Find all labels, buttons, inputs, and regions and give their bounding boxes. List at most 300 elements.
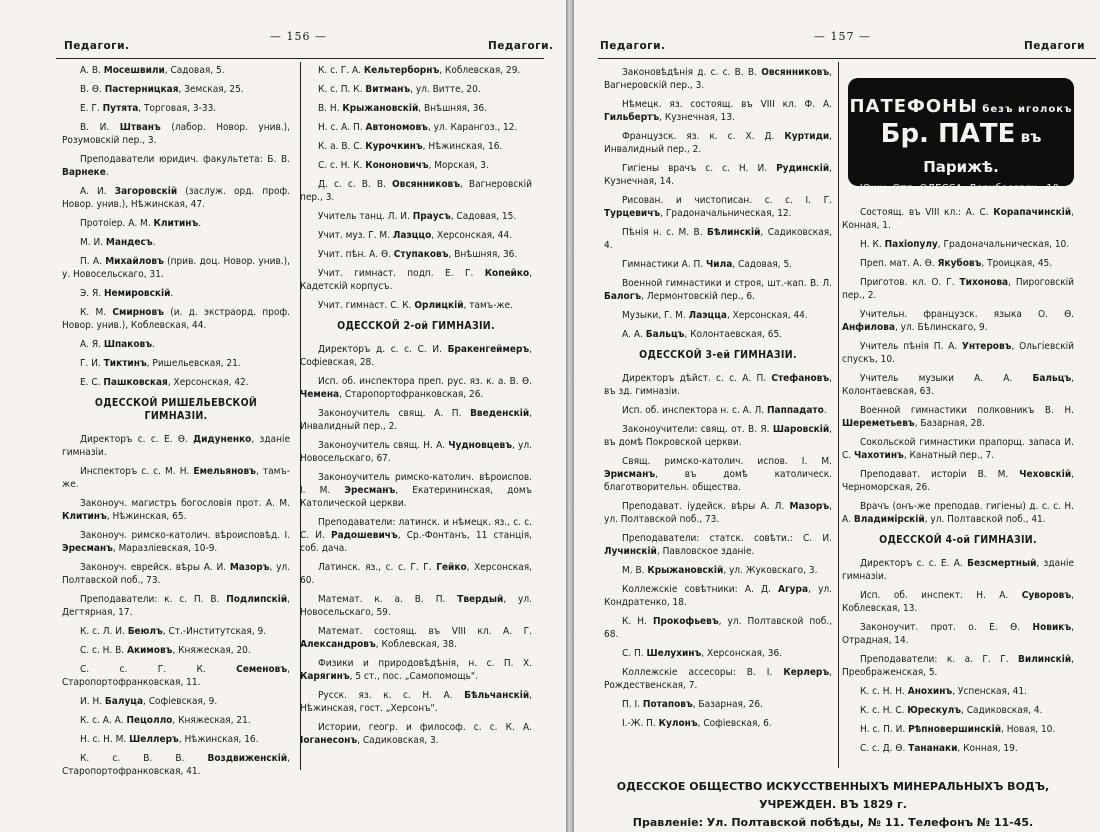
entry-prefix: Учит. гимнаст. С. К. — [318, 300, 415, 311]
entry-surname: Твердый — [457, 594, 504, 605]
directory-entry — [300, 689, 532, 715]
entry-surname: Варнеке — [62, 167, 106, 178]
entry-prefix: Математ. к. а. В. П. — [318, 594, 458, 605]
entry-prefix: А. В. — [80, 65, 104, 76]
entry-surname: Путята — [102, 103, 139, 114]
entry-prefix: Директоръ с. с. Е. А. — [860, 558, 968, 569]
entry-address: , зданіе гимназіи. — [842, 558, 1074, 582]
entry-prefix: Законоуч. римско-католич. вѣроисповѣд. І. — [80, 530, 290, 541]
entry-prefix: Приготов. кл. О. Г. — [860, 277, 960, 288]
entry-surname: Александровъ — [300, 639, 376, 650]
header-rule — [598, 58, 1096, 59]
entry-surname: Кельтерборнъ — [363, 65, 440, 76]
entry-surname: Стефановъ — [771, 373, 830, 384]
entry-address: , Лермонтовскій пер., 6. — [641, 291, 755, 302]
directory-entry — [300, 229, 532, 242]
directory-entry — [62, 695, 290, 708]
running-header-left: Педагоги. — [64, 40, 130, 52]
entry-prefix: Д. с. с. В. В. — [318, 179, 393, 190]
directory-entry — [842, 372, 1074, 398]
entry-surname: Лучинскій — [604, 546, 657, 557]
page-number: — 156 — — [270, 30, 327, 43]
directory-entry — [604, 666, 832, 692]
entry-surname: Прокофьевъ — [652, 616, 719, 627]
entry-surname: Бѣльчанскій — [464, 690, 530, 701]
entry-prefix: В. И. — [80, 122, 120, 133]
entry-prefix: Свящ. римско-католич. испов. І. М. — [622, 456, 832, 467]
entry-address: , Павловское зданіе. — [656, 546, 755, 557]
entry-surname: Пахіопулу — [884, 239, 938, 250]
entry-address: , ул. Жуковскаго, 3. — [723, 565, 818, 576]
directory-entry — [62, 733, 290, 746]
entry-prefix: Учит. пѣн. А. Ѳ. — [318, 249, 394, 260]
entry-prefix: Директоръ д. с. с. С. И. — [318, 344, 448, 355]
directory-entry — [842, 206, 1074, 232]
entry-address: , Внѣшняя, 36. — [448, 249, 518, 260]
book-gutter — [566, 0, 574, 832]
section-heading: ОДЕССКОЙ 4-ой ГИМНАЗІИ. — [879, 534, 1037, 546]
entry-address: , въ домѣ католическ. благотворительн. общества. — [604, 469, 832, 493]
entry-address: , Софіевская, 28. — [300, 344, 532, 368]
entry-prefix: Математ. состоящ. въ VIII кл. А. Г. — [318, 626, 532, 637]
entry-surname: Эрисманъ — [604, 469, 656, 480]
entry-address: , Новая, 10. — [1001, 724, 1056, 735]
entry-address: , Садовая, 5. — [164, 65, 225, 76]
entry-address: , Херсонская, 44. — [726, 310, 808, 321]
entry-surname: Якубовъ — [937, 258, 982, 269]
directory-entry — [62, 306, 290, 332]
entry-prefix: Преподаватели: к. а. Г. Г. — [860, 654, 1019, 665]
entry-surname: Шпаковъ — [103, 339, 152, 350]
entry-prefix: К. с. Н. С. — [860, 705, 908, 716]
entry-surname: Безсмертный — [967, 558, 1037, 569]
entry-address: , Екатерининская, домъ Католической церкви. — [300, 485, 532, 509]
directory-entry — [300, 299, 532, 312]
entry-surname: Новикъ — [1032, 622, 1072, 633]
directory-entry — [842, 685, 1074, 698]
directory-entry — [300, 439, 532, 465]
entry-address: , Коблевская, 29. — [439, 65, 521, 76]
entry-prefix: Директоръ дѣйст. с. с. А. П. — [622, 373, 772, 384]
entry-surname: Подлипскій — [226, 594, 288, 605]
entry-address: , Торговая, 3-33. — [138, 103, 217, 114]
entry-surname: Анохинъ — [907, 686, 953, 697]
directory-entry — [842, 589, 1074, 615]
entry-address: , ул. Полтавской поб., 73. — [62, 562, 290, 586]
directory-entry — [300, 721, 532, 747]
entry-address: , ул. Полтавской поб., 68. — [604, 616, 832, 640]
entry-address: , Пироговскій пер., 2. — [842, 277, 1074, 301]
entry-prefix: Е. С. — [80, 377, 104, 388]
entry-surname: Вилинскій — [1018, 654, 1072, 665]
directory-entry — [604, 423, 832, 449]
entry-prefix: Учитель танц. Л. И. — [318, 211, 413, 222]
entry-address: , зданіе гимназіи. — [62, 434, 290, 458]
entry-prefix: Сокольской гимнастики прапорщ. запаса И. С. — [842, 437, 1074, 461]
entry-address: . — [152, 237, 156, 248]
directory-entry — [604, 564, 832, 577]
entry-surname: Тиктинъ — [103, 358, 147, 369]
entry-surname: Кулонъ — [658, 718, 698, 729]
directory-entry — [62, 529, 290, 555]
entry-address: , Базарная, 28. — [914, 418, 985, 429]
directory-entry — [300, 159, 532, 172]
entry-surname: Емельяновъ — [193, 466, 256, 477]
entry-prefix: Законоуч. магистръ богословія прот. А. М. — [80, 498, 290, 509]
directory-entry — [842, 621, 1074, 647]
entry-prefix: П. І. — [622, 699, 643, 710]
entry-address: , Старопортофранковская, 41. — [62, 753, 290, 777]
entry-surname: Пастерницкая — [104, 84, 179, 95]
directory-entry — [300, 102, 532, 115]
entry-address: , 5 ст., пос. „Самопомощь". — [349, 671, 478, 682]
entry-address: , Садиковская, 4. — [604, 227, 832, 251]
entry-prefix: Исп. об. инспектора преп. рус. яз. к. а. В. Ѳ. — [318, 376, 532, 387]
entry-prefix: С. с. Н. К. — [318, 160, 366, 171]
directory-entry — [62, 185, 290, 211]
directory-entry — [62, 593, 290, 619]
entry-surname: Радошевичъ — [331, 530, 398, 541]
advertisement-pathe — [848, 78, 1074, 194]
entry-surname: Куртиди — [784, 131, 830, 142]
entry-address: , Херсонская, 44. — [431, 230, 513, 241]
entry-surname: Рѣпновершинскій — [908, 724, 1002, 735]
entry-surname: Анфилова — [842, 322, 895, 333]
directory-entry — [604, 258, 832, 271]
entry-prefix: Законоучит. прот. о. Е. Ѳ. — [860, 622, 1033, 633]
running-header-right: Педагоги — [1024, 40, 1086, 52]
entry-address: , Садиковская, 3. — [357, 735, 439, 746]
entry-prefix: Протоіер. А. М. — [80, 218, 154, 229]
entry-prefix: Инспекторъ с. с. М. Н. — [80, 466, 194, 477]
column-left-2 — [300, 64, 532, 753]
entry-address: , Внѣшняя, 36. — [418, 103, 488, 114]
directory-entry — [842, 276, 1074, 302]
entry-prefix: К. с. А. А. — [80, 715, 127, 726]
entry-prefix: Преподаватели юридич. факультета: Б. В. — [80, 154, 290, 165]
entry-prefix: Рисован. и чистописан. с. с. І. Г. — [622, 195, 832, 206]
entry-address: , Колонтаевская, 63. — [842, 373, 1074, 397]
entry-surname: Эресманъ — [344, 485, 396, 496]
entry-prefix: Преподават. іудейск. вѣры А. Л. — [622, 501, 790, 512]
directory-entry — [62, 64, 290, 77]
entry-prefix: А. А. — [622, 329, 646, 340]
entry-prefix: Учит. муз. Г. М. — [318, 230, 393, 241]
entry-address: , тамъ-же. — [62, 466, 291, 490]
directory-entry — [300, 83, 532, 96]
entry-surname: Корапачинскій — [993, 207, 1072, 218]
entry-prefix: Директоръ с. с. Е. Ѳ. — [80, 434, 194, 445]
entry-prefix: Законоуч. еврейск. вѣры А. И. — [80, 562, 230, 573]
entry-surname: Іоганесонъ — [300, 735, 358, 746]
entry-address: , Градоначальническая, 10. — [937, 239, 1070, 250]
directory-entry — [62, 465, 290, 491]
directory-entry — [604, 717, 832, 730]
entry-prefix: М. В. — [622, 565, 648, 576]
entry-prefix: К. с. В. В. — [80, 753, 208, 764]
directory-entry — [842, 436, 1074, 462]
column-left-1 — [62, 64, 290, 784]
entry-address: , ул. Кондратенко, 18. — [604, 584, 832, 608]
directory-entry — [842, 704, 1074, 717]
directory-entry — [842, 238, 1074, 251]
entry-surname: Беюлъ — [127, 626, 163, 637]
entry-surname: Владимірскій — [853, 514, 925, 525]
entry-surname: Клитинъ — [62, 511, 107, 522]
entry-address: , ул. Полтавской поб., 73. — [604, 501, 832, 525]
entry-surname: Агура — [778, 584, 809, 595]
column-divider — [838, 62, 839, 768]
entry-surname: Шаровскій — [772, 424, 830, 435]
entry-address: , Конная, 19. — [957, 743, 1018, 754]
running-header-left: Педагоги. — [600, 40, 666, 52]
entry-prefix: Русск. яз. к. с. Н. А. — [318, 690, 465, 701]
entry-surname: Шеллеръ — [129, 734, 179, 745]
entry-address: , Нѣжинская, 65. — [106, 511, 187, 522]
directory-entry — [300, 657, 532, 683]
entry-prefix: Коллежскіе совѣтники: А. Д. — [622, 584, 779, 595]
directory-entry — [300, 267, 532, 293]
entry-address: , Ольгіевскій спускъ, 10. — [842, 341, 1074, 365]
entry-address: , ул. Полтавской поб., 41. — [924, 514, 1046, 525]
entry-surname: Бальцъ — [645, 329, 685, 340]
entry-surname: Овсянниковъ — [761, 67, 830, 78]
entry-address: , Базарная, 26. — [692, 699, 763, 710]
entry-surname: Балогъ — [604, 291, 642, 302]
directory-entry — [842, 340, 1074, 366]
entry-surname: Автономовъ — [365, 122, 428, 133]
entry-prefix: В. Ѳ. — [80, 84, 105, 95]
directory-entry — [300, 593, 532, 619]
entry-surname: Чила — [706, 259, 733, 270]
entry-prefix: К. а. В. С. — [318, 141, 366, 152]
header-rule — [56, 58, 544, 59]
directory-entry — [300, 210, 532, 223]
entry-address: , Кузнечная, 13. — [659, 112, 735, 123]
directory-entry — [62, 433, 290, 459]
directory-entry — [300, 343, 532, 369]
entry-address: , Земская, 25. — [178, 84, 244, 95]
entry-surname: Копейко — [484, 268, 530, 279]
entry-address: , ул. Бѣлинскаго, 9. — [894, 322, 988, 333]
directory-entry — [62, 752, 290, 778]
entry-surname: Чемена — [300, 389, 340, 400]
entry-address: , ул. Карангоз., 12. — [427, 122, 518, 133]
directory-entry — [842, 742, 1074, 755]
entry-prefix: Законоучитель римско-католич. вѣроиспов. І. М. — [300, 472, 532, 496]
section-heading: ОДЕССКОЙ 2-ой ГИМНАЗІИ. — [337, 320, 495, 332]
directory-entry — [842, 557, 1074, 583]
entry-address: , Софіевская, 9. — [143, 696, 218, 707]
entry-surname: Лаэцца — [688, 310, 727, 321]
entry-prefix: Преподават. исторіи В. М. — [860, 469, 1020, 480]
directory-entry — [300, 561, 532, 587]
entry-surname: Бѣлинскій — [707, 227, 761, 238]
entry-prefix: Коллежскіе ассесоры: В. І. — [622, 667, 784, 678]
entry-surname: Чеховскій — [1019, 469, 1072, 480]
directory-entry — [604, 328, 832, 341]
entry-address: , Черноморская, 26. — [842, 469, 1074, 493]
entry-surname: Потаповъ — [642, 699, 693, 710]
entry-address: . — [198, 218, 202, 229]
directory-entry — [62, 102, 290, 115]
entry-prefix: С. П. — [622, 648, 647, 659]
right-page — [574, 0, 1100, 832]
column-right-1 — [604, 66, 832, 736]
directory-entry — [62, 497, 290, 523]
entry-surname: Мазоръ — [229, 562, 270, 573]
entry-address: , Троицкая, 45. — [981, 258, 1053, 269]
directory-entry — [300, 140, 532, 153]
entry-address: , Нѣжинская, 16. — [178, 734, 259, 745]
entry-prefix: Физики и природовѣдѣнія, н. с. П. Х. — [318, 658, 532, 669]
entry-surname: Штванъ — [119, 122, 161, 133]
ad-line-3: Южн. Отд. ОДЕССА, Дерибасовск., 10. — [859, 183, 1063, 194]
directory-entry — [842, 653, 1074, 679]
entry-surname: Эресманъ — [62, 543, 113, 554]
entry-prefix: В. Н. — [318, 103, 343, 114]
directory-entry — [300, 64, 532, 77]
entry-prefix: Исп. об. инспектора н. с. А. Л. — [622, 405, 767, 416]
entry-address: , ул. Витте, 20. — [410, 84, 481, 95]
entry-address: , ул. Новосельскаго, 67. — [300, 440, 532, 464]
directory-entry — [62, 561, 290, 587]
entry-surname: Чахотинъ — [854, 450, 904, 461]
entry-surname: Унтеровъ — [961, 341, 1012, 352]
entry-address: , въ домѣ Покровской церкви. — [604, 424, 832, 448]
entry-surname: Гейко — [436, 562, 467, 573]
page-number: — 157 — — [814, 30, 871, 43]
entry-prefix: Исп. об. инспект. Н. А. — [860, 590, 1022, 601]
entry-prefix: Пѣнія н. с. М. В. — [622, 227, 707, 238]
entry-surname: Михайловъ — [105, 256, 164, 267]
directory-entry — [300, 375, 532, 401]
entry-address: , Маразліевская, 10-9. — [112, 543, 218, 554]
directory-entry — [300, 407, 532, 433]
entry-address: , Садиковская, 4. — [961, 705, 1043, 716]
entry-prefix: Преподаватели: латинск. и нѣмецк. яз., с. с. С. И. — [300, 517, 532, 541]
entry-prefix: Учитель пѣнія П. А. — [860, 341, 962, 352]
footer-line-1: ОДЕССКОЕ ОБЩЕСТВО ИСКУССТВЕННЫХЪ МИНЕРАЛЬНЫХЪ ВОДЪ, УЧРЕЖДЕН. ВЪ 1829 г. — [616, 780, 1050, 811]
entry-address: , Херсонская, 60. — [300, 562, 533, 586]
entry-prefix: Законоучители: свящ. от. В. Я. — [622, 424, 773, 435]
section-heading: ОДЕССКОЙ РИШЕЛЬЕВСКОЙ ГИМНАЗІИ. — [94, 397, 258, 422]
entry-prefix: Состоящ. въ VIII кл.: А. С. — [860, 207, 994, 218]
entry-surname: Шелухинъ — [646, 648, 702, 659]
entry-address: , Конная, 1. — [842, 207, 1074, 231]
entry-address: , Старопортофранковская, 26. — [339, 389, 484, 400]
running-header-right: Педагоги. — [488, 40, 554, 52]
entry-prefix: М. И. — [80, 237, 106, 248]
directory-entry — [842, 500, 1074, 526]
directory-entry — [62, 338, 290, 351]
entry-address: , въ зд. гимназіи. — [604, 373, 832, 397]
entry-prefix: Музыки, Г. М. — [622, 310, 689, 321]
entry-surname: Рудинскій — [776, 163, 830, 174]
entry-address: , Ришельевская, 21. — [146, 358, 241, 369]
entry-surname: Овсянниковъ — [392, 179, 460, 190]
entry-surname: Ступаковъ — [393, 249, 449, 260]
entry-address: , тамъ-же. — [463, 300, 513, 311]
entry-address: , Успенская, 41. — [952, 686, 1027, 697]
entry-prefix: Военной гимнастики и строя, шт.-кап. В. Л. — [622, 278, 832, 289]
directory-entry — [62, 217, 290, 230]
entry-address: , Старопортофранковская, 11. — [62, 664, 290, 688]
entry-address: (лабор. Новор. унив.), Розумовскій пер., 3. — [62, 122, 291, 146]
entry-address: , Княжеская, 20. — [172, 645, 251, 656]
entry-address: , Княжеская, 21. — [172, 715, 251, 726]
directory-entry — [300, 121, 532, 134]
entry-address: (прив. доц. Новор. унив.), у. Новосельскаго, 31. — [62, 256, 290, 280]
entry-address: , Ср.-Фонтанъ, 11 станція, соб. дача. — [300, 530, 532, 554]
directory-entry — [604, 309, 832, 322]
entry-address: , Рождественская, 7. — [604, 667, 832, 691]
directory-entry — [842, 308, 1074, 334]
entry-surname: Крыжановскій — [342, 103, 419, 114]
entry-surname: Балуца — [104, 696, 144, 707]
entry-prefix: Законоучитель свящ. А. П. — [318, 408, 471, 419]
directory-entry — [604, 98, 832, 124]
entry-address: , Нѣжинская, гост. „Херсонъ". — [300, 690, 532, 714]
entry-prefix: П. А. — [80, 256, 106, 267]
entry-address: , Отрадная, 14. — [842, 622, 1074, 646]
directory-entry — [300, 625, 532, 651]
directory-entry — [604, 66, 832, 92]
directory-entry — [604, 647, 832, 660]
entry-address: , Градоначальническая, 12. — [660, 208, 792, 219]
entry-surname: Семеновъ — [236, 664, 288, 675]
entry-prefix: Учитель музыки А. А. — [860, 373, 1033, 384]
directory-entry — [604, 130, 832, 156]
entry-surname: Мазоръ — [789, 501, 830, 512]
entry-prefix: Преп. мат. А. Ѳ. — [860, 258, 938, 269]
directory-entry — [842, 723, 1074, 736]
entry-surname: Немировскій — [103, 288, 171, 299]
entry-address: , Инвалидный пер., 2. — [300, 408, 532, 432]
entry-address: , Инвалидный пер., 2. — [604, 131, 832, 155]
section-heading: ОДЕССКОЙ 3-ей ГИМНАЗІИ. — [639, 349, 797, 361]
directory-entry — [62, 644, 290, 657]
entry-prefix: С. с. Д. Ѳ. — [860, 743, 909, 754]
directory-entry — [842, 468, 1074, 494]
directory-entry — [604, 226, 832, 252]
entry-prefix: С. с. Н. В. — [80, 645, 128, 656]
directory-entry — [604, 532, 832, 558]
entry-address: , Дегтярная, 17. — [62, 594, 290, 618]
entry-surname: Шереметьевъ — [842, 418, 915, 429]
entry-prefix: Нѣмецк. яз. состоящ. въ VIII кл. Ф. А. — [622, 99, 832, 110]
directory-entry — [842, 257, 1074, 270]
directory-entry — [604, 194, 832, 220]
directory-entry — [62, 376, 290, 389]
entry-surname: Юрескулъ — [907, 705, 962, 716]
entry-prefix: К. с. Г. А. — [318, 65, 364, 76]
entry-prefix: Преподаватели: к. с. П. В. — [80, 594, 227, 605]
entry-surname: Карягинъ — [300, 671, 350, 682]
directory-entry — [842, 404, 1074, 430]
entry-prefix: Учительн. французск. языка О. Ѳ. — [860, 309, 1074, 320]
entry-surname: Бальцъ — [1032, 373, 1072, 384]
entry-surname: Мосешвили — [103, 65, 165, 76]
entry-address: , Коблевская, 13. — [842, 590, 1074, 614]
directory-entry — [62, 287, 290, 300]
directory-entry — [300, 248, 532, 261]
directory-entry — [604, 404, 832, 417]
entry-address: (и. д. экстраорд. проф. Новор. унив.), Коблевская, 44. — [62, 307, 291, 331]
entry-prefix: Преподаватели: статск. совѣти.: С. И. — [622, 533, 832, 544]
directory-entry — [604, 277, 832, 303]
footer-advert — [598, 778, 1068, 832]
